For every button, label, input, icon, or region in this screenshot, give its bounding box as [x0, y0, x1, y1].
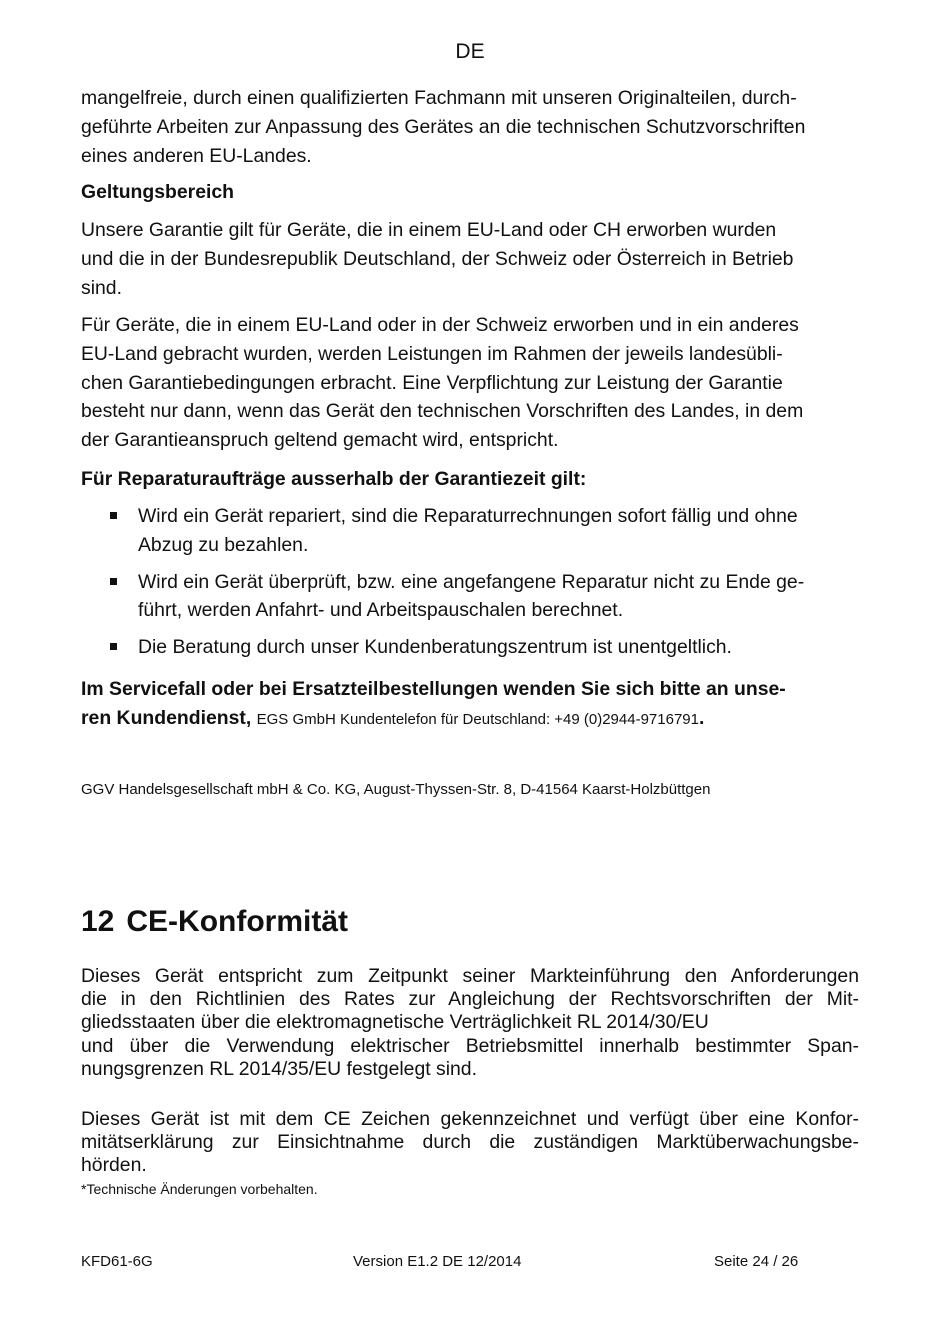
section-number: 12 — [81, 905, 115, 938]
service-period: . — [698, 706, 705, 729]
list-item — [110, 502, 870, 560]
text-line: Abzug zu bezahlen. — [138, 533, 309, 556]
text-line: sind. — [81, 276, 122, 299]
text-line: und über die Verwendung elektrischer Betriebsmittel innerhalb bestimmter Span- — [81, 1034, 859, 1057]
service-paragraph — [81, 675, 871, 735]
text-line: Wird ein Gerät repariert, sind die Reparaturrechnungen sofort fällig und ohne — [138, 505, 798, 527]
text-line: besteht nur dann, wenn das Gerät den technischen Vorschriften des Landes, in dem — [81, 400, 804, 423]
footer-model: KFD61-6G — [81, 1253, 153, 1270]
ce-paragraph-2 — [81, 1108, 859, 1178]
ce-paragraph-1 — [81, 965, 859, 1081]
bullet-square-icon — [110, 578, 117, 585]
text-line: Dieses Gerät ist mit dem CE Zeichen gekennzeichnet und verfügt über eine Konfor- — [81, 1108, 859, 1130]
text-line: führt, werden Anfahrt- und Arbeitspauschalen berechnet. — [138, 599, 624, 622]
text-line: gliedsstaaten über die elektromagnetische Verträglichkeit RL 2014/30/EU — [81, 1011, 709, 1034]
text-line — [81, 704, 871, 735]
footer-page-number: Seite 24 / 26 — [714, 1253, 799, 1270]
text-line: mitätserklärung zur Einsichtnahme durch die zuständigen Marktüberwachungsbe- — [81, 1131, 859, 1154]
text-line: der Garantieanspruch geltend gemacht wird, entspricht. — [81, 429, 559, 452]
text-line: Im Servicefall oder bei Ersatzteilbestellungen wenden Sie sich bitte an unse- — [81, 678, 786, 700]
repairs-bullet-list — [110, 502, 870, 662]
text-line: geführte Arbeiten zur Anpassung des Gerätes an die technischen Schutzvorschriften — [81, 115, 806, 138]
text-line: Wird ein Gerät überprüft, bzw. eine angefangene Reparatur nicht zu Ende ge- — [138, 570, 805, 593]
text-line: Dieses Gerät entspricht zum Zeitpunkt seiner Markteinführung den Anforderungen — [81, 965, 859, 987]
section-title: CE-Konformität — [126, 905, 349, 938]
service-contact: EGS GmbH Kundentelefon für Deutschland: +49 (0)2944-9716791 — [256, 710, 699, 728]
scope-paragraph-1 — [81, 216, 871, 302]
repairs-heading: Für Reparaturaufträge ausserhalb der Garantiezeit gilt: — [81, 468, 587, 490]
text-line: EU-Land gebracht wurden, werden Leistungen im Rahmen der jeweils landesübli- — [81, 342, 783, 365]
company-address: GGV Handelsgesellschaft mbH & Co. KG, August-Thyssen-Str. 8, D-41564 Kaarst-Holzbüttgen — [81, 781, 711, 798]
text-line: die in den Richtlinien des Rates zur Angleichung der Rechtsvorschriften der Mit- — [81, 988, 859, 1011]
text-line: Die Beratung durch unser Kundenberatungszentrum ist unentgeltlich. — [138, 636, 732, 659]
scope-heading: Geltungsbereich — [81, 181, 235, 203]
text-line: eines anderen EU-Landes. — [81, 144, 312, 167]
bullet-square-icon — [110, 643, 117, 650]
text-line: Für Geräte, die in einem EU-Land oder in der Schweiz erworben und in ein anderes — [81, 314, 799, 336]
scope-paragraph-2 — [81, 311, 871, 455]
intro-paragraph — [81, 84, 871, 170]
text-line: nungsgrenzen RL 2014/35/EU festgelegt sind. — [81, 1057, 477, 1080]
list-item — [110, 633, 870, 662]
bullet-square-icon — [110, 512, 117, 519]
list-item — [110, 568, 870, 626]
changes-note: *Technische Änderungen vorbehalten. — [81, 1181, 318, 1197]
text-line: Unsere Garantie gilt für Geräte, die in einem EU-Land oder CH erworben wurden — [81, 219, 777, 241]
text-line: mangelfreie, durch einen qualifizierten Fachmann mit unseren Originalteilen, durch- — [81, 87, 797, 109]
text-line: chen Garantiebedingungen erbracht. Eine Verpflichtung zur Leistung der Garantie — [81, 371, 783, 394]
footer-version: Version E1.2 DE 12/2014 — [353, 1253, 522, 1270]
language-label: DE — [455, 40, 485, 63]
service-bold-text: ren Kundendienst, — [81, 706, 252, 729]
section-heading — [81, 905, 348, 939]
text-line: und die in der Bundesrepublik Deutschland, der Schweiz oder Österreich in Betrieb — [81, 247, 794, 270]
text-line: hörden. — [81, 1154, 147, 1177]
